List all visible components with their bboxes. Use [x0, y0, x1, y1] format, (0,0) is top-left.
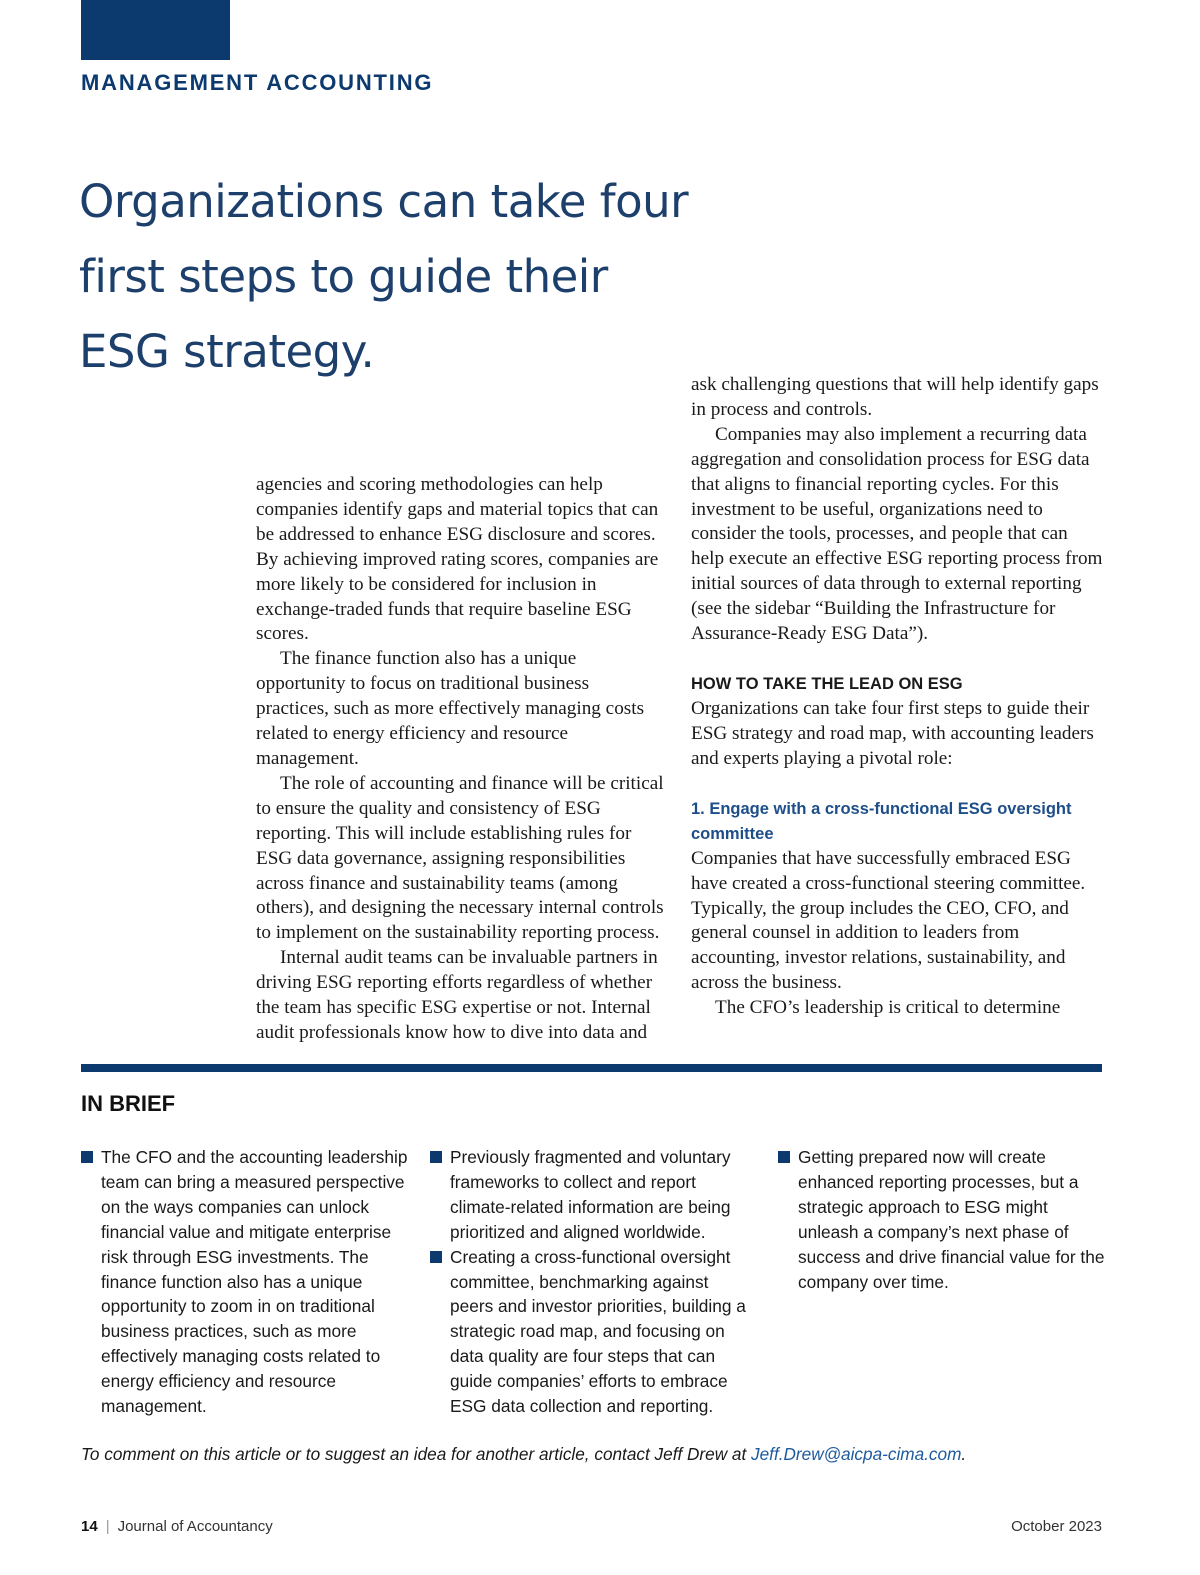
article-column-left [256, 473, 666, 1046]
body-paragraph: The CFO’s leadership is critical to determine [715, 997, 1061, 1019]
square-bullet-icon [430, 1151, 442, 1163]
body-paragraph: The role of accounting and finance will be critical to ensure the quality and consistency of ESG reporting. This will include establishing rules for ESG data governance, assigning responsibilities across finance and sustainability teams (among others), and designing the necessary internal controls to implement on the sustainability reporting process. [256, 772, 664, 944]
in-brief-item-text: The CFO and the accounting leadership team can bring a measured perspective on the ways companies can unlock financial value and mitigate enterprise risk through ESG investments. The finance function also has a unique opportunity to zoom in on traditional business practices, such as more effectively managing costs related to energy efficiency and resource management. [101, 1147, 408, 1417]
square-bullet-icon [81, 1151, 93, 1163]
section-label: MANAGEMENT ACCOUNTING [81, 70, 434, 95]
body-paragraph: Organizations can take four first steps to guide their ESG strategy and road map, with accounting leaders and experts playing a pivotal role: [691, 697, 1094, 769]
in-brief-divider [81, 1064, 1102, 1072]
comment-period: . [961, 1444, 967, 1464]
body-paragraph: ask challenging questions that will help identify gaps in process and controls. [691, 374, 1099, 420]
article-column-right [691, 373, 1103, 1021]
comment-text: To comment on this article or to suggest an idea for another article, contact Jeff Drew at [81, 1444, 752, 1464]
footer-left [81, 1518, 273, 1535]
in-brief-item-text: Previously fragmented and voluntary frameworks to collect and report climate-related information are being prioritized and aligned worldwide. [450, 1147, 731, 1242]
in-brief-column [81, 1145, 411, 1419]
in-brief-column [778, 1145, 1113, 1294]
page-number: 14 [81, 1518, 98, 1535]
in-brief-item [81, 1145, 411, 1419]
body-paragraph: Companies may also implement a recurring data aggregation and consolidation process for ESG data that aligns to financial reporting cycles. For this investment to be useful, organizations need to consider the tools, processes, and people that can help execute an effective ESG reporting process from initial sources of data through to external reporting (see the sidebar “Building the Infrastructure for Assurance-Ready ESG Data”). [691, 423, 1103, 645]
in-brief-item [778, 1145, 1113, 1294]
in-brief-item-text: Getting prepared now will create enhanced reporting processes, but a strategic approach to ESG might unleash a company’s next phase of success and drive financial value for the company over time. [798, 1147, 1105, 1292]
pull-quote: Organizations can take four first steps to guide their ESG strategy. [79, 175, 689, 378]
square-bullet-icon [778, 1151, 790, 1163]
issue-date: October 2023 [1011, 1518, 1102, 1535]
in-brief-title: IN BRIEF [81, 1091, 176, 1116]
body-paragraph: The finance function also has a unique opportunity to focus on traditional business practices, such as more effectively managing costs related to energy efficiency and resource management. [256, 648, 645, 769]
in-brief-item [430, 1245, 750, 1419]
body-paragraph: agencies and scoring methodologies can help companies identify gaps and material topics that can be addressed to enhance ESG disclosure and scores. By achieving improved rating scores, companies are more likely to be considered for inclusion in exchange-traded funds that require baseline ESG scores. [256, 474, 659, 645]
body-paragraph: Companies that have successfully embraced ESG have created a cross-functional steering committee. Typically, the group includes the CEO, CFO, and general counsel in addition to leaders from accounting, investor relations, sustainability, and across the business. [691, 847, 1086, 994]
section-subhead: HOW TO TAKE THE LEAD ON ESG [691, 674, 963, 693]
in-brief-column [430, 1145, 750, 1419]
in-brief-item-text: Creating a cross-functional oversight committee, benchmarking against peers and investor priorities, building a strategic road map, and focusing on data quality are four steps that can guide companies’ efforts to embrace ESG data collection and reporting. [450, 1246, 746, 1417]
comment-note [81, 1444, 1121, 1465]
publication-name: Journal of Accountancy [117, 1518, 273, 1535]
footer-separator: | [105, 1518, 110, 1535]
body-paragraph: Internal audit teams can be invaluable partners in driving ESG reporting efforts regardless of whether the team has specific ESG expertise or not. Internal audit professionals know how to dive into data and [256, 947, 658, 1043]
square-bullet-icon [430, 1251, 442, 1263]
contact-email-link[interactable]: Jeff.Drew@aicpa-cima.com [751, 1444, 962, 1464]
section-color-tab [81, 0, 230, 60]
step-heading: 1. Engage with a cross-functional ESG oversight committee [691, 799, 1072, 843]
in-brief-item [430, 1145, 750, 1245]
